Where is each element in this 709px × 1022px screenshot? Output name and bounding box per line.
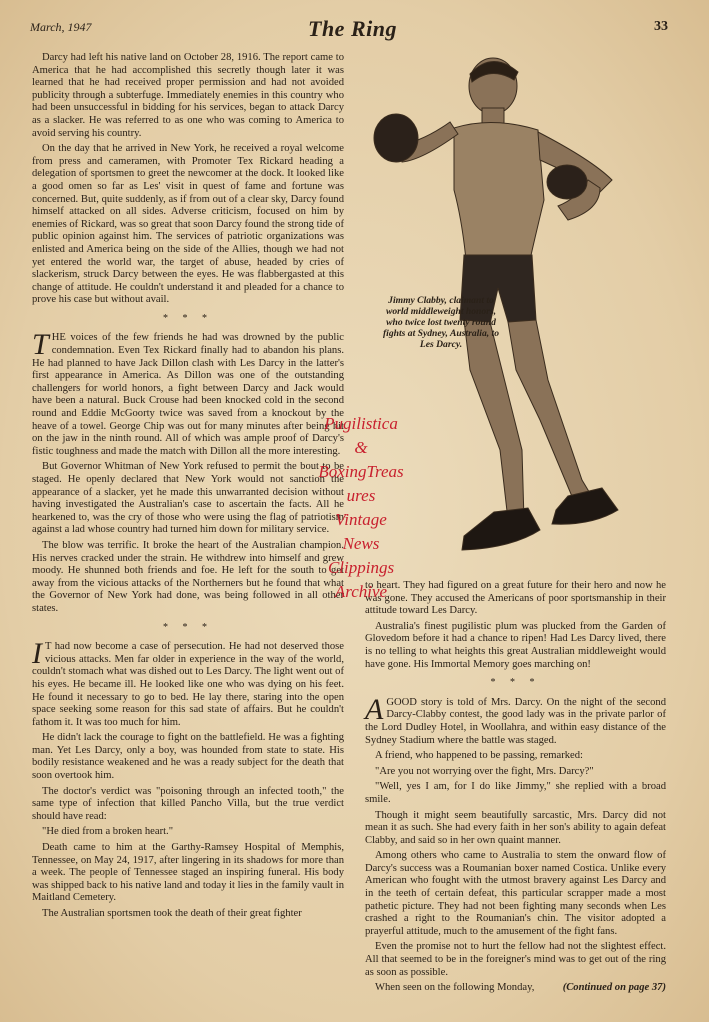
section-divider: * * *: [163, 621, 213, 633]
continued-note: (Continued on page 37): [562, 982, 666, 994]
paragraph: Darcy had left his native land on October 28, 1916. The report came to America that he had accomplished this secretly though later it was learned that he had received proper permission and had not avoided publicity through a subterfuge. Immediately enemies in this country who had been unsuccessful in bidding for his services, began to attack Darcy as a slacker. He was referred to as one who was coming to America to avoid serving his country.: [32, 52, 344, 139]
watermark-line: Vintage: [335, 510, 387, 529]
paragraph: The blow was terrific. It broke the heart of the Australian champion. His nerves cracked under the strain. He withdrew into himself and grew moody. He shunned both friends and foe. He left for the south to get away from the vicious attacks of the Northerners but he found that what the Governor of New York had done, was being followed in all other states.: [32, 539, 344, 614]
paragraph: "Are you not worrying over the fight, Mrs. Darcy?": [375, 765, 594, 777]
section-divider: * * *: [490, 677, 541, 689]
issue-date: March, 1947: [30, 20, 92, 34]
drop-cap: T: [32, 328, 49, 362]
paragraph: I T had now become a case of persecution. He had not deserved those vicious attacks. Men far older in experience in the way of the world, couldn't stomach what was dished out to Les Darcy. The light went out of his eyes. He became ill. He looked like one who was dying on his feet. He found it necessary to go to bed. He lay there, staring into the open space seeking some reason for this sad state of affairs. But he couldn't fathom it. It was too much for him.: [32, 637, 344, 728]
paragraph: He didn't lack the courage to fight on the battlefield. He was a fighting man. Yet Les Darcy, only a boy, was hounded from state to state. His bodily resistance weakened and he was a ready subject for the death that soon overtook him.: [32, 732, 344, 782]
paragraph: The Australian sportsmen took the death of their great fighter: [42, 908, 302, 919]
watermark-line: Pugilistica: [324, 414, 398, 433]
paragraph: Though it might seem beautifully sarcastic, Mrs. Darcy did not mean it as such. She had every faith in her son's ability to again defeat Clabby, and said so in her own quaint manner.: [365, 809, 666, 846]
drop-cap: I: [32, 637, 42, 671]
drop-cap: A: [365, 692, 384, 726]
watermark-stamp: [296, 412, 426, 604]
paragraph: Even the promise not to hurt the fellow had not the slightest effect. All that seemed to be in the foreigner's mind was to get out of the ring as soon as possible.: [365, 941, 666, 978]
article-right-column: [365, 580, 666, 998]
paragraph: Among others who came to Australia to stem the onward flow of Darcy's success was a Roumanian boxer named Costica. Unlike every American who fought with the utmost bravery against Les Darcy and in the teeth of certain defeat, this particular scrapper made a most pathetic picture. They had not been fighting many seconds when Les crashed a right to the Roumanian's chin. The visitor adopted a prayerful attitude, much to the amusement of the fight fans.: [365, 850, 666, 937]
watermark-line: Archive: [334, 582, 388, 601]
watermark-line: &: [354, 438, 368, 457]
paragraph: Australia's finest pugilistic plum was plucked from the Garden of Glovedom before it had a chance to ripen! Had Les Darcy lived, there is no telling to what heights this great Australian middleweight would have gone. His Immortal Memory goes marching on!: [365, 620, 666, 670]
paragraph: "He died from a broken heart.": [42, 826, 174, 838]
paragraph: The doctor's verdict was "poisoning through an infected tooth," the same type of infection that killed Pancho Villa, but the true verdict should have read:: [32, 785, 344, 822]
photo-caption: Jimmy Clabby, claimant to world middleweight honors, who twice lost twenty round fights at Sydney, Australia, to Les Darcy.: [382, 295, 500, 350]
paragraph: "Well, yes I am, for I do like Jimmy," she replied with a broad smile.: [365, 781, 666, 805]
paragraph: to heart. They had figured on a great future for their hero and now he was gone. They accused the Americans of poor sportsmanship in their attitude toward Les Darcy.: [365, 580, 666, 617]
paragraph: Death came to him at the Garthy-Ramsey Hospital of Memphis, Tennessee, on May 24, 1917, after lingering in its shadows for more than a week. The people of Tennessee staged an inspiring funeral. His body was shipped back to his native land and today it lies in the family vault in Maitland Cemetery.: [32, 842, 344, 904]
watermark-line: Clippings: [327, 558, 395, 577]
section-divider: * * *: [163, 312, 213, 324]
paragraph: AGOOD story is told of Mrs. Darcy. On the night of the second Darcy-Clabby contest, the good lady was in the private parlor of the Lord Dudley Hotel, in Woollahra, and within easy distance of the Sydney Stadium where the battle was staged.: [365, 692, 666, 746]
paragraph: A friend, who happened to be passing, remarked:: [375, 750, 583, 762]
paragraph: When seen on the following Monday, (Continued on page 37): [375, 982, 666, 994]
watermark-line: News: [342, 534, 380, 553]
magazine-title: The Ring: [308, 16, 397, 41]
watermark-line: BoxingTreas: [318, 462, 404, 481]
paragraph: But Governor Whitman of New York refused to permit the bout to be staged. He openly declared that New York would not sanction the appearance of a slacker, yet he made this unwarranted decision without having investigated the Australian's case to ascertain the facts. All he hearkened to, was the cry of those who were using the flag of patriotism against a lad whose country had turned him down for military service.: [32, 461, 344, 536]
paragraph: THE voices of the few friends he had was drowned by the public condemnation. Even Tex Rickard finally had to abandon his plans. He had planned to have Jack Dillon clash with Les Darcy in the latter's first appearance in America. As Dillon was one of the outstanding challengers for world honors, a fight between Darcy and Jack would have been a natural. Buck Crouse had been knocked cold in the second round and Eddie McGoorty twice was saved from a knockout by the heave of a towel. George Chip was out for many minutes after being hit on the jaw in the ninth round. All of which was ample proof of Darcy's fistic toughness and made the match with Dillon all the more interesting.: [32, 328, 344, 457]
paragraph: On the day that he arrived in New York, he received a royal welcome from press and cameramen, with Promoter Tex Rickard heading a delegation of sportsmen to greet the newcomer at the dock. It looked like a good omen so far as Les' visit in quest of fame and fortune was concerned. But, quite suddenly, as if from out of a clear sky, Darcy found himself attacked on all sides. Adverse criticism, focused on him by enemies of Rickard, was so great that soon Darcy found the strong tide of public opinion against him. The services of patriotic organizations was enlisted and America being on the side of the Allies, though we had not yet entered the world war, the target of abuse, headed by cries of slackerism, struck Darcy between the eyes. He was flabbergasted at this change of attitude. He couldn't understand it and pleaded for a chance to prove his case but without avail.: [32, 143, 344, 306]
page-number: 33: [654, 19, 668, 34]
watermark-line: ures: [346, 486, 376, 505]
